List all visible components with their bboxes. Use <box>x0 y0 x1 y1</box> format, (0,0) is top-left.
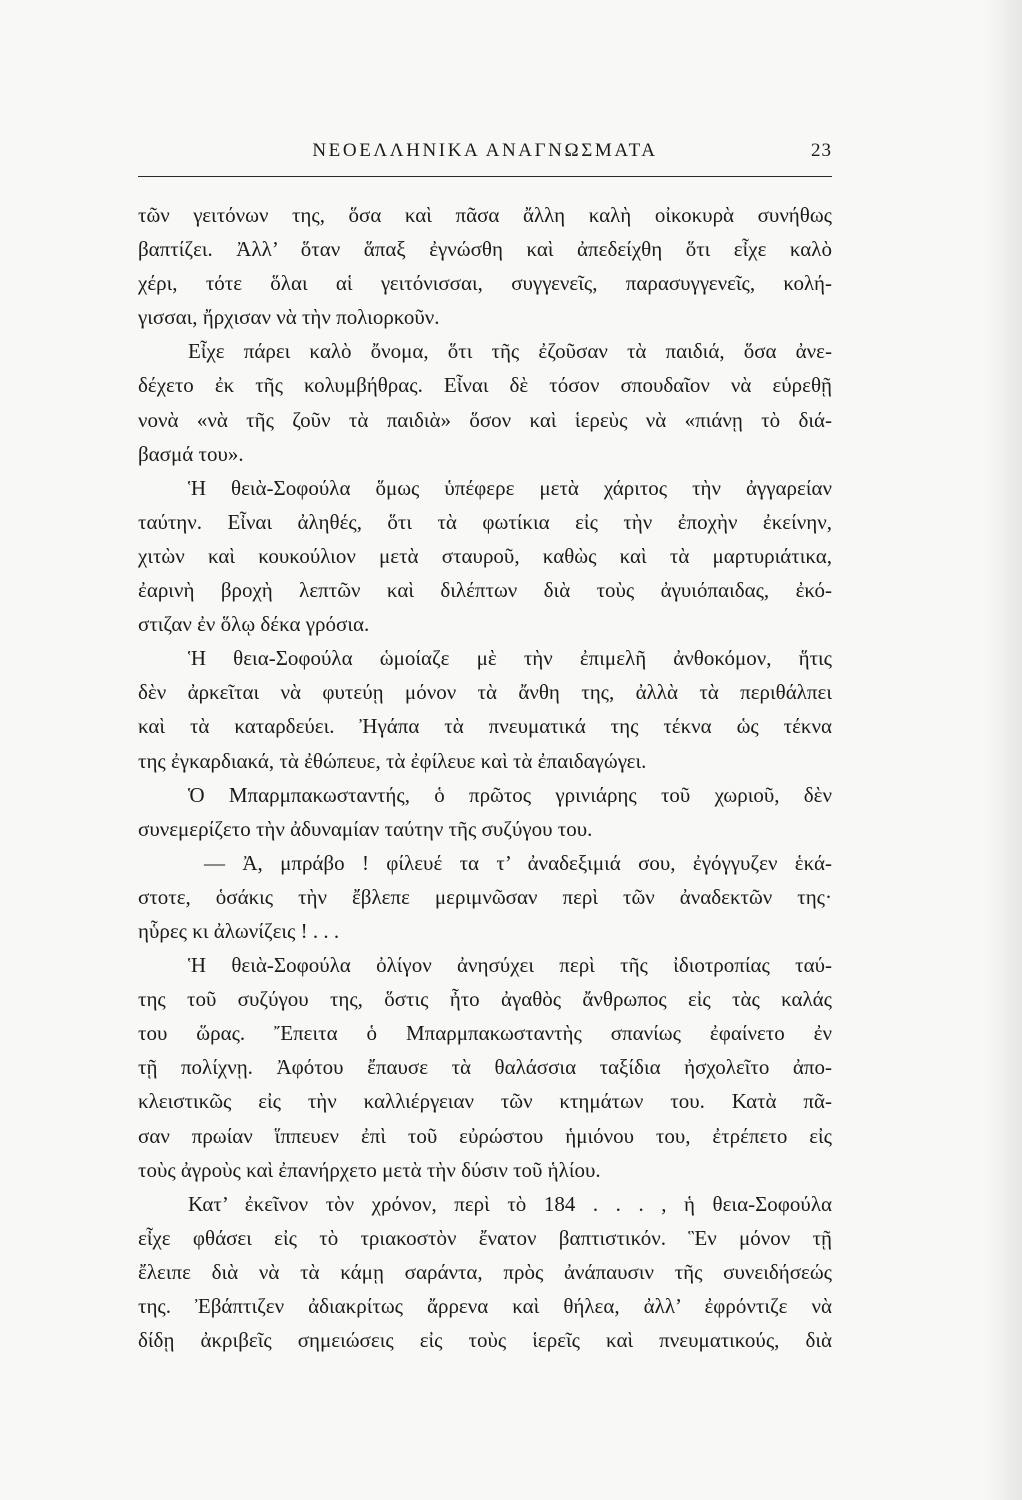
paragraph <box>138 334 832 470</box>
text-line: Ἡ θειὰ-Σοφούλα ὅμως ὑπέφερε μετὰ χάριτος τὴν ἀγγαρείαν <box>188 475 832 500</box>
text-line: εἶχε φθάσει εἰς τὸ τριακοστὸν ἔνατον βαπτιστικόν. Ἓν μόνον τῇ <box>138 1225 832 1250</box>
text-line: χιτὼν καὶ κουκούλιον μετὰ σταυροῦ, καθὼς καὶ τὰ μαρτυριάτικα, <box>138 543 832 568</box>
running-title: ΝΕΟΕΛΛΗΝΙΚΑ ΑΝΑΓΝΩΣΜΑΤΑ <box>312 140 658 161</box>
text-line: — Ἀ, μπράβο ! φίλευέ τα τ’ ἀναδεξιμιά σου, ἐγόγγυζεν ἑκά- <box>204 850 832 875</box>
text-line: χέρι, τότε ὅλαι αἱ γειτόνισσαι, συγγενεῖς, παρασυγγενεῖς, κολή- <box>138 271 832 296</box>
page-edge-shadow <box>984 0 1022 1500</box>
text-line: Κατ’ ἐκεῖνον τὸν χρόνον, περὶ τὸ 184 . . . , ἡ θεια-Σοφούλα <box>188 1191 832 1216</box>
paragraph <box>138 778 832 846</box>
text-line: κλειστικῶς εἰς τὴν καλλιέργειαν τῶν κτημάτων του. Κατὰ πᾶ- <box>138 1089 832 1114</box>
text-line: βαπτίζει. Ἀλλ’ ὅταν ἅπαξ ἐγνώσθη καὶ ἀπεδείχθη ὅτι εἶχε καλὸ <box>138 237 832 262</box>
text-line: τοὺς ἀγροὺς καὶ ἐπανήρχετο μετὰ τὴν δύσιν τοῦ ἡλίου. <box>138 1157 601 1182</box>
text-line: Ὁ Μπαρμπακωσταντής, ὁ πρῶτος γρινιάρης τοῦ χωριοῦ, δὲν <box>188 782 832 807</box>
page-number: 23 <box>811 140 832 161</box>
text-line: στοτε, ὁσάκις τὴν ἔβλεπε μεριμνῶσαν περὶ τῶν ἀναδεκτῶν της· <box>138 884 832 909</box>
text-line: της τοῦ συζύγου της, ὅστις ἦτο ἀγαθὸς ἄνθρωπος εἰς τὰς καλάς <box>138 987 832 1012</box>
text-line: ηὗρες κι ἀλωνίζεις ! . . . <box>138 918 340 943</box>
text-line: τῶν γειτόνων της, ὅσα καὶ πᾶσα ἄλλη καλὴ οἰκοκυρὰ συνήθως <box>138 203 832 227</box>
text-line: Ἡ θειὰ-Σοφούλα ὀλίγον ἀνησύχει περὶ τῆς ἰδιοτροπίας ταύ- <box>188 953 832 978</box>
text-line: δέχετο ἐκ τῆς κολυμβήθρας. Εἶναι δὲ τόσον σπουδαῖον νὰ εὑρεθῇ <box>138 373 832 398</box>
paragraph <box>138 641 832 777</box>
text-line: ταύτην. Εἶναι ἀληθές, ὅτι τὰ φωτίκια εἰς τὴν ἐποχὴν ἐκείνην, <box>138 509 832 534</box>
text-line: Εἶχε πάρει καλὸ ὄνομα, ὅτι τῆς ἐζοῦσαν τὰ παιδιά, ὅσα ἀνε- <box>188 339 832 364</box>
text-line: ἔλειπε διὰ νὰ τὰ κάμῃ σαράντα, πρὸς ἀνάπαυσιν τῆς συνειδήσεώς <box>138 1259 832 1284</box>
text-line: ἐαρινὴ βροχὴ λεπτῶν καὶ διλέπτων διὰ τοὺς ἀγυιόπαιδας, ἐκό- <box>138 578 832 603</box>
text-line: στιζαν ἐν ὅλῳ δέκα γρόσια. <box>138 612 370 637</box>
text-line: σαν πρωίαν ἵππευεν ἐπὶ τοῦ εὐρώστου ἡμιόνου του, ἐτρέπετο εἰς <box>138 1123 832 1148</box>
text-line: συνεμερίζετο τὴν ἀδυναμίαν ταύτην τῆς συζύγου του. <box>138 816 593 841</box>
text-line: γισσαι, ἤρχισαν νὰ τὴν πολιορκοῦν. <box>138 305 440 330</box>
paragraph <box>138 948 832 1187</box>
text-line: βασμά του». <box>138 441 244 466</box>
body-text <box>138 198 832 1357</box>
text-line: καὶ τὰ καταρδεύει. Ἠγάπα τὰ πνευματικά της τέκνα ὡς τέκνα <box>138 714 832 739</box>
text-line: Ἡ θεια-Σοφούλα ὡμοίαζε μὲ τὴν ἐπιμελῆ ἀνθοκόμον, ἥτις <box>188 646 832 671</box>
text-line: δὲν ἀρκεῖται νὰ φυτεύῃ μόνον τὰ ἄνθη της, ἀλλὰ τὰ περιθάλπει <box>138 680 832 705</box>
paragraph <box>138 1187 832 1357</box>
text-line: δίδῃ ἀκριβεῖς σημειώσεις εἰς τοὺς ἱερεῖς καὶ πνευματικούς, διὰ <box>138 1328 832 1353</box>
paragraph <box>138 198 832 334</box>
text-line: του ὥρας. Ἔπειτα ὁ Μπαρμπακωσταντὴς σπανίως ἐφαίνετο ἐν <box>138 1021 832 1046</box>
dialogue-paragraph <box>138 846 832 948</box>
running-header <box>138 136 832 168</box>
paragraph <box>138 471 832 641</box>
text-line: της. Ἐβάπτιζεν ἀδιακρίτως ἄρρενα καὶ θήλεα, ἀλλ’ ἐφρόντιζε νὰ <box>138 1294 832 1318</box>
header-rule <box>138 176 832 177</box>
text-line: νονὰ «νὰ τῆς ζοῦν τὰ παιδιὰ» ὅσον καὶ ἱερεὺς νὰ «πιάνῃ τὸ διά- <box>138 407 832 432</box>
text-line: της ἐγκαρδιακά, τὰ ἐθώπευε, τὰ ἐφίλευε καὶ τὰ ἐπαιδαγώγει. <box>138 748 647 773</box>
text-line: τῇ πολίχνῃ. Ἀφότου ἔπαυσε τὰ θαλάσσια ταξίδια ἠσχολεῖτο ἀπο- <box>138 1055 832 1080</box>
